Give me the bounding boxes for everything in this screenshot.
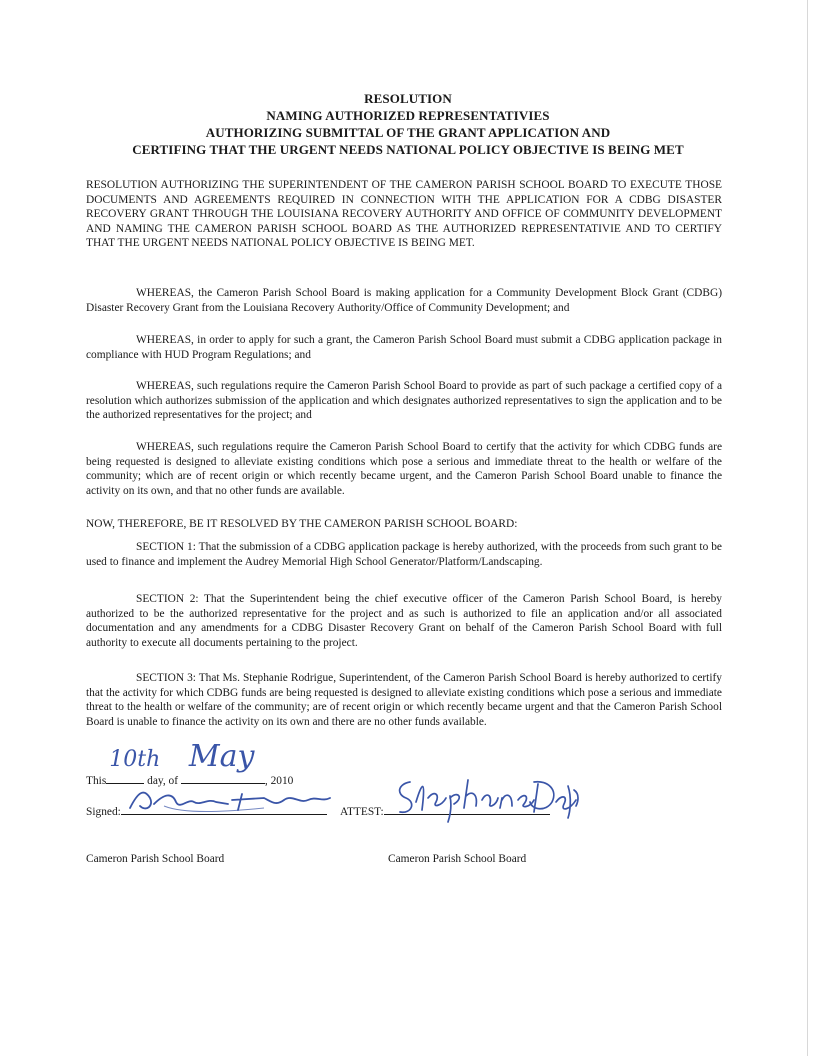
resolution-title bbox=[0, 90, 816, 158]
whereas-paragraph-4: WHEREAS, such regulations require the Cameron Parish School Board to certify that the activity for which CDBG funds are being requested is designed to alleviate existing conditions which pose a serious and immediate threat to the health or welfare of the community; which are of recent origin or which recently became urgent, and the Cameron Parish School Board unable to finance the activity on its own, and that no other funds are available. bbox=[86, 441, 722, 497]
year-label: , 2010 bbox=[264, 775, 294, 787]
signed-label: Signed: bbox=[86, 806, 121, 818]
intro-paragraph: RESOLUTION AUTHORIZING THE SUPERINTENDENT OF THE CAMERON PARISH SCHOOL BOARD TO EXECUTE THOSE DOCUMENTS AND AGREEMENTS REQUIRED IN CONNECTION WITH THE APPLICATION FOR A CDBG DISASTER RECOVERY GRANT THROUGH THE LOUISIANA RECOVERY AUTHORITY AND OFFICE OF COMMUNITY DEVELOPMENT AND NAMING THE CAMERON PARISH SCHOOL BOARD AS THE AUTHORIZED REPRESENTATIVIE AND TO CERTIFY THAT THE URGENT NEEDS NATIONAL POLICY OBJECTIVE IS BEING MET. bbox=[86, 179, 722, 250]
section-1-paragraph: SECTION 1: That the submission of a CDBG application package is hereby authorized, with the proceeds from such grant to be used to finance and implement the Audrey Memorial High School Generator/Platform/Landscaping. bbox=[86, 541, 722, 568]
title-line-1: RESOLUTION bbox=[364, 91, 452, 106]
day-of-label: day, of bbox=[147, 775, 179, 787]
scan-edge-line bbox=[807, 0, 808, 1056]
whereas-paragraph-2: WHEREAS, in order to apply for such a grant, the Cameron Parish School Board must submit a CDBG application package in compliance with HUD Program Regulations; and bbox=[86, 334, 722, 361]
resolved-heading: NOW, THEREFORE, BE IT RESOLVED BY THE CAMERON PARISH SCHOOL BOARD: bbox=[86, 518, 518, 530]
section-2-paragraph: SECTION 2: That the Superintendent being the chief executive officer of the Cameron Parish School Board, is hereby authorized to be the authorized representative for the project and as such is authorized to file an application and/or all associated documentation and any amendments for a CDBG Disaster Recovery Grant on behalf of the Cameron Parish School Board with full authority to execute all documents pertaining to the project. bbox=[86, 593, 722, 649]
title-line-3: AUTHORIZING SUBMITTAL OF THE GRANT APPLICATION AND bbox=[205, 125, 611, 140]
board-member-signature bbox=[124, 784, 334, 818]
attest-signature bbox=[392, 772, 582, 824]
title-line-4: CERTIFING THAT THE URGENT NEEDS NATIONAL POLICY OBJECTIVE IS BEING MET bbox=[132, 142, 684, 157]
right-board-label: Cameron Parish School Board bbox=[388, 853, 527, 865]
section-3-paragraph: SECTION 3: That Ms. Stephanie Rodrigue, Superintendent, of the Cameron Parish School Board is hereby authorized to certify that the activity for which CDBG funds are being requested is designed to alleviate existing conditions which pose a serious and immediate threat to the health or welfare of the community; are of recent origin or which recently became urgent and that the Cameron Parish School Board is unable to finance the activity on its own and there are no other funds available. bbox=[86, 672, 722, 728]
attest-label: ATTEST: bbox=[340, 806, 384, 818]
month-handwritten: May bbox=[188, 739, 255, 774]
day-handwritten: 10th bbox=[109, 747, 161, 772]
whereas-paragraph-1: WHEREAS, the Cameron Parish School Board is making application for a Community Development Block Grant (CDBG) Disaster Recovery Grant from the Louisiana Recovery Authority/Office of Community Development; and bbox=[86, 287, 722, 314]
left-board-label: Cameron Parish School Board bbox=[86, 853, 225, 865]
this-label: This bbox=[86, 775, 107, 787]
month-blank bbox=[181, 739, 265, 784]
whereas-paragraph-3: WHEREAS, such regulations require the Cameron Parish School Board to provide as part of such package a certified copy of a resolution which authorizes submission of the application and which designates authorized representatives to sign the application and to be the authorized representatives for the project; and bbox=[86, 380, 722, 422]
title-line-2: NAMING AUTHORIZED REPRESENTATIVIES bbox=[266, 108, 550, 123]
day-blank bbox=[106, 747, 161, 784]
